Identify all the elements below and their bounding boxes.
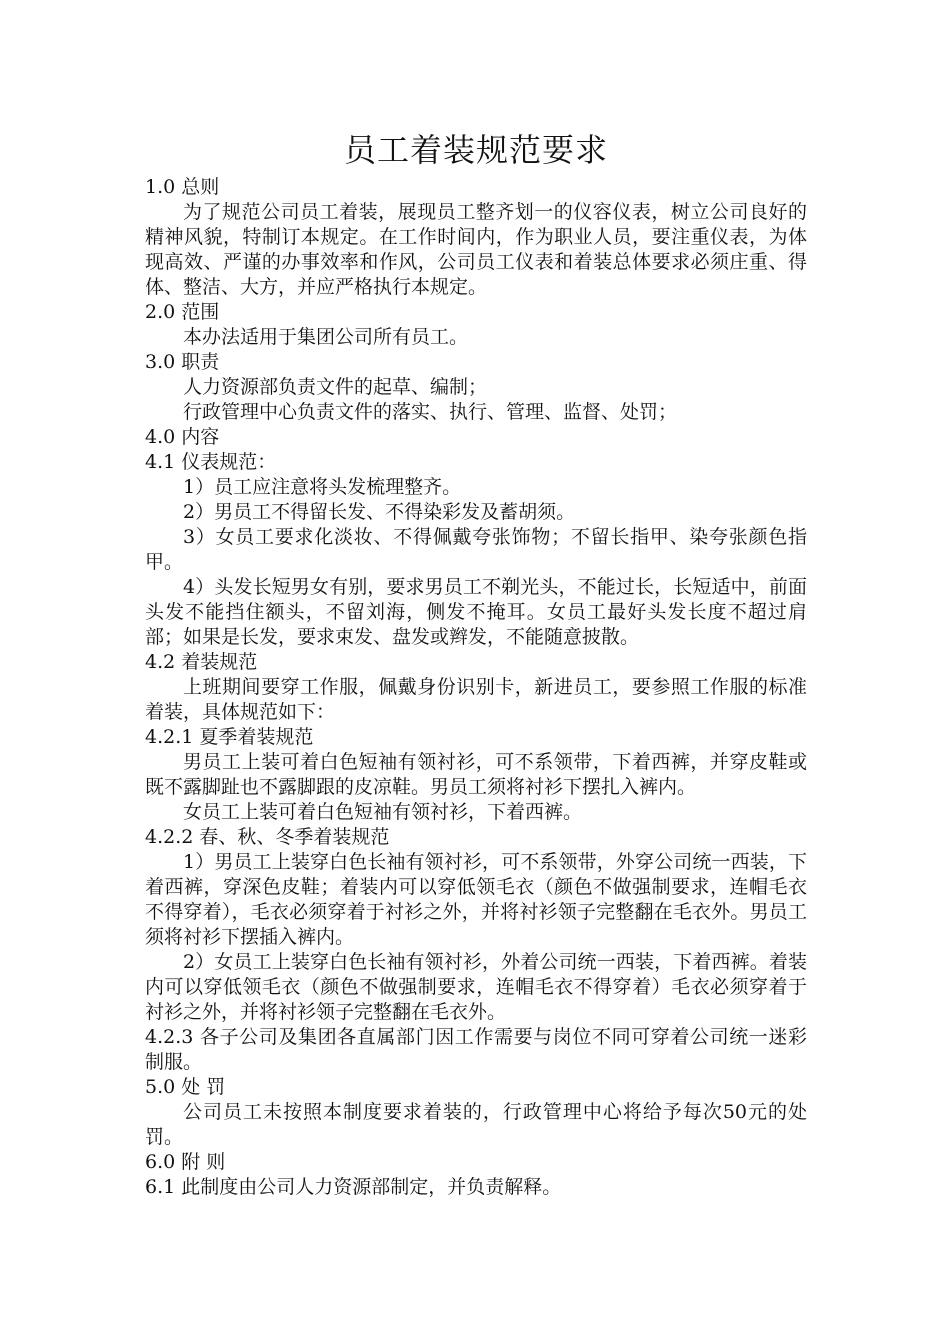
- section-heading: 6.1 此制度由公司人力资源部制定，并负责解释。: [145, 1176, 562, 1198]
- paragraph: 1）男员工上装穿白色长袖有领衬衫，可不系领带，外穿公司统一西装，下着西裤，穿深色皮鞋；着装内可以穿低领毛衣（颜色不做强制要求，连帽毛衣不得穿着），毛衣必须穿着于衬衫之外，并将衬衫领子完整翻在毛衣外。男员工须将衬衫下摆插入裤内。: [145, 851, 807, 948]
- paragraph: 男员工上装可着白色短袖有领衬衫，可不系领带，下着西裤，并穿皮鞋或既不露脚趾也不露脚跟的皮凉鞋。男员工须将衬衫下摆扎入裤内。: [145, 751, 807, 798]
- section-heading: 4.2.2 春、秋、冬季着装规范: [145, 826, 390, 848]
- document-title: 员工着装规范要求: [343, 131, 608, 169]
- paragraph-list: [145, 175, 807, 1200]
- paragraph: 2）女员工上装穿白色长袖有领衬衫，外着公司统一西装，下着西裤。着装内可以穿低领毛衣（颜色不做强制要求，连帽毛衣不得穿着）毛衣必须穿着于衬衫之外，并将衬衫领子完整翻在毛衣外。: [145, 951, 807, 1023]
- section-heading: 4.2.1 夏季着装规范: [145, 726, 314, 748]
- section-heading: 4.1 仪表规范：: [145, 451, 277, 473]
- section-heading: 6.0 附 则: [145, 1151, 226, 1173]
- section-heading: 2.0 范围: [145, 301, 220, 323]
- paragraph: 上班期间要穿工作服，佩戴身份识别卡，新进员工，要参照工作服的标准着装，具体规范如下：: [145, 676, 807, 723]
- paragraph: 3）女员工要求化淡妆、不得佩戴夸张饰物；不留长指甲、染夸张颜色指甲。: [145, 526, 807, 573]
- paragraph: 公司员工未按照本制度要求着装的，行政管理中心将给予每次50元的处罚。: [145, 1101, 807, 1148]
- paragraph: 1）员工应注意将头发梳理整齐。: [183, 476, 462, 498]
- section-heading: 5.0 处 罚: [145, 1076, 226, 1098]
- paragraph: 人力资源部负责文件的起草、编制；: [183, 376, 488, 398]
- paragraph: 为了规范公司员工着装，展现员工整齐划一的仪容仪表，树立公司良好的精神风貌，特制订本规定。在工作时间内，作为职业人员，要注重仪表，为体现高效、严谨的办事效率和作风，公司员工仪表和着装总体要求必须庄重、得体、整洁、大方，并应严格执行本规定。: [145, 201, 807, 298]
- section-heading: 1.0 总则: [145, 176, 220, 198]
- section-heading: 3.0 职责: [145, 351, 220, 373]
- paragraph: 行政管理中心负责文件的落实、执行、管理、监督、处罚；: [183, 401, 678, 423]
- paragraph: 女员工上装可着白色短袖有领衬衫，下着西裤。: [183, 801, 583, 823]
- section-heading: 4.2 着装规范: [145, 651, 258, 673]
- section-heading: 4.0 内容: [145, 426, 220, 448]
- paragraph: 本办法适用于集团公司所有员工。: [183, 326, 469, 348]
- paragraph: 4）头发长短男女有别，要求男员工不剃光头，不能过长，长短适中，前面头发不能挡住额头，不留刘海，侧发不掩耳。女员工最好头发长度不超过肩部；如果是长发，要求束发、盘发或辫发，不能随意披散。: [145, 576, 807, 648]
- document-body: [145, 128, 807, 1200]
- paragraph: 2）男员工不得留长发、不得染彩发及蓄胡须。: [183, 501, 576, 523]
- section-heading: 4.2.3 各子公司及集团各直属部门因工作需要与岗位不同可穿着公司统一迷彩制服。: [145, 1026, 807, 1073]
